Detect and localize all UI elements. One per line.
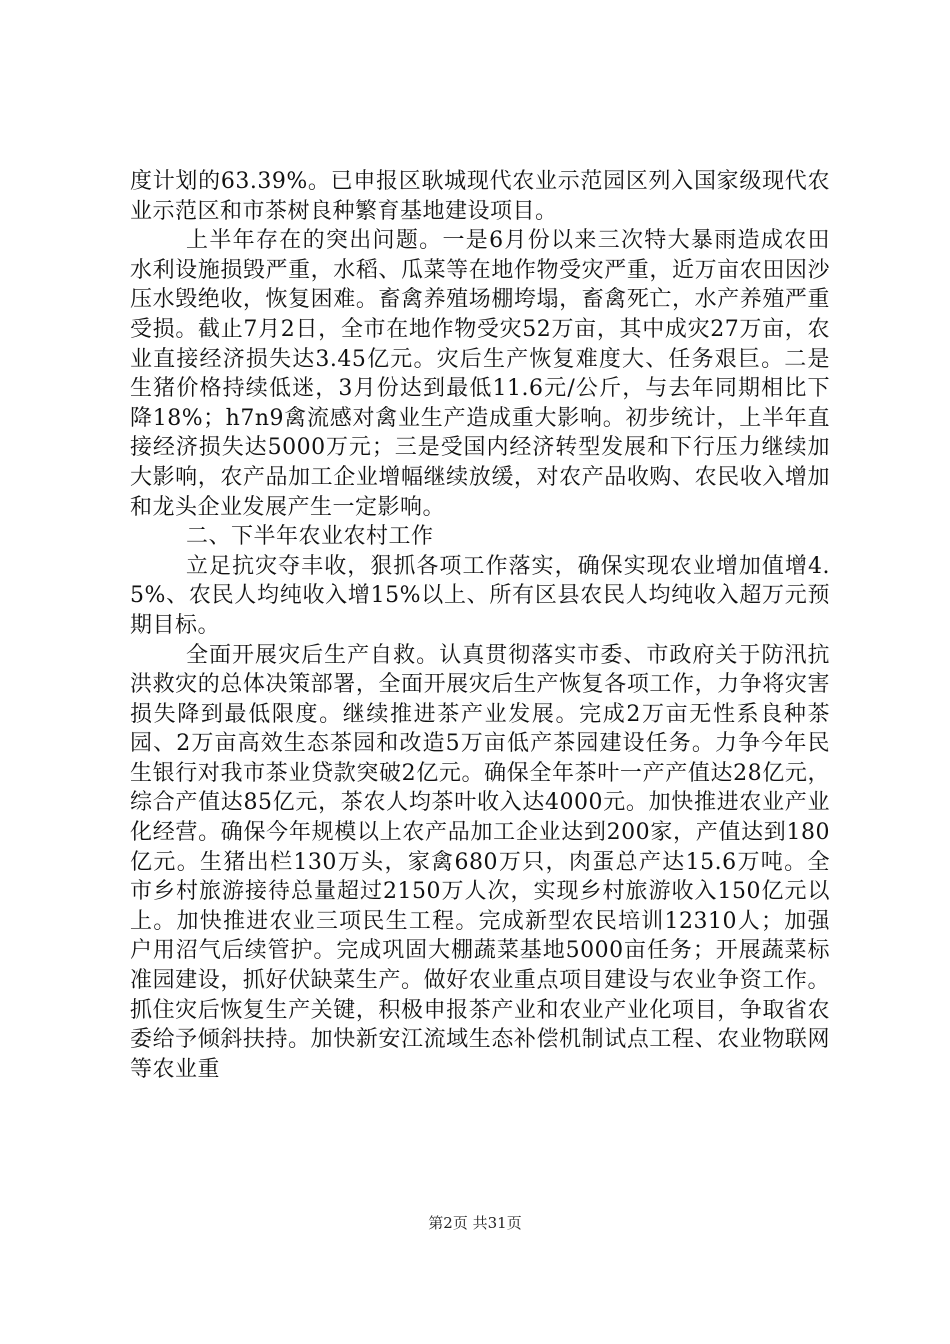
paragraph: 全面开展灾后生产自救。认真贯彻落实市委、市政府关于防汛抗洪救灾的总体决策部署，全面开展灾后生产恢复各项工作，力争将灾害损失降到最低限度。继续推进茶产业发展。完成2万亩无性系良种茶园、2万亩高效生态茶园和改造5万亩低产茶园建设任务。力争今年民生银行对我市茶业贷款突破2亿元。确保全年茶叶一产产值达28亿元，综合产值达85亿元，茶农人均茶叶收入达4000元。加快推进农业产业化经营。确保今年规模以上农产品加工企业达到200家，产值达到180亿元。生猪出栏130万头，家禽680万只，肉蛋总产达15.6万吨。全市乡村旅游接待总量超过2150万人次，实现乡村旅游收入150亿元以上。加快推进农业三项民生工程。完成新型农民培训12310人；加强户用沼气后续管护。完成巩固大棚蔬菜基地5000亩任务；开展蔬菜标准园建设，抓好伏缺菜生产。做好农业重点项目建设与农业争资工作。抓住灾后恢复生产关键，积极申报茶产业和农业产业化项目，争取省农委给予倾斜扶持。加快新安江流域生态补偿机制试点工程、农业物联网等农业重 <box>130 642 830 1082</box>
paragraph: 上半年存在的突出问题。一是6月份以来三次特大暴雨造成农田水利设施损毁严重，水稻、瓜菜等在地作物受灾严重，近万亩农田因沙压水毁绝收，恢复困难。畜禽养殖场棚垮塌，畜禽死亡，水产养殖严重受损。截止7月2日，全市在地作物受灾52万亩，其中成灾27万亩，农业直接经济损失达3.45亿元。灾后生产恢复难度大、任务艰巨。二是生猪价格持续低迷，3月份达到最低11.6元/公斤，与去年同期相比下降18%；h7n9禽流感对禽业生产造成重大影响。初步统计，上半年直接经济损失达5000万元；三是受国内经济转型发展和下行压力继续加大影响，农产品加工企业增幅继续放缓，对农产品收购、农民收入增加和龙头企业发展产生一定影响。 <box>130 228 830 520</box>
section-heading: 二、下半年农业农村工作 <box>186 524 434 550</box>
paragraph: 度计划的63.39%。已申报区耿城现代农业示范园区列入国家级现代农业示范区和市茶树良种繁育基地建设项目。 <box>130 169 830 224</box>
body-text <box>130 167 830 1084</box>
page-footer: 第2页 共31页 <box>428 1214 522 1232</box>
paragraph: 立足抗灾夺丰收，狠抓各项工作落实，确保实现农业增加值增4.5%、农民人均纯收入增15%以上、所有区县农民人均纯收入超万元预期目标。 <box>130 553 830 638</box>
